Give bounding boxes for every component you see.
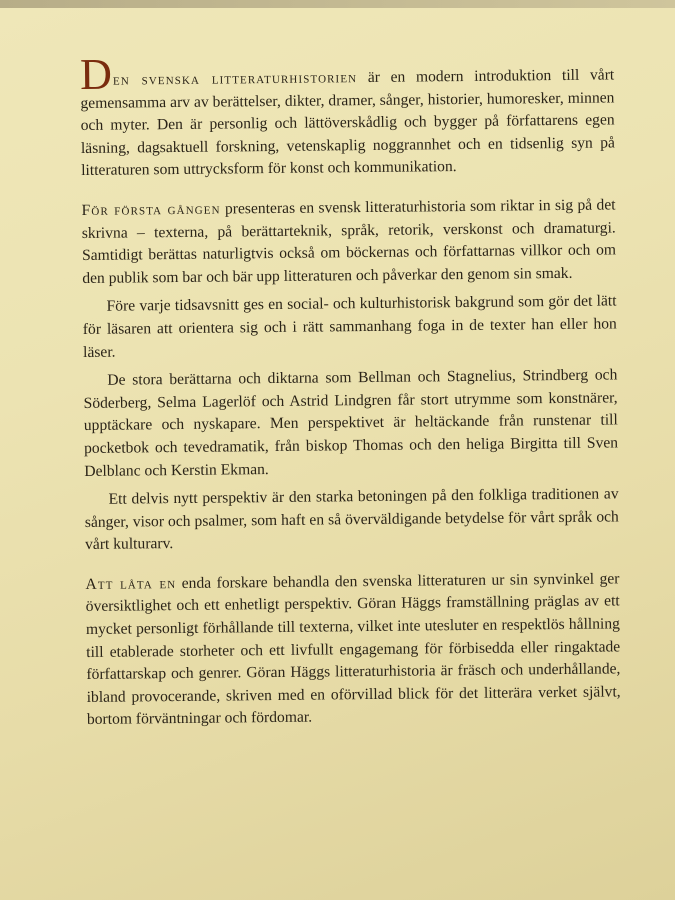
paragraph-background: Före varje tidsavsnitt ges en social- och kulturhistorisk bakgrund som gör det lätt för läsaren att orientera sig och i rätt sammanhang foga in de texter han eller hon läser. — [82, 292, 617, 361]
intro-paragraph — [79, 49, 615, 183]
section3-paragraph — [85, 568, 621, 732]
intro-smallcaps: en svenska litteraturhistorien — [112, 69, 358, 89]
intro-body: är en modern introduktion till vårt gemensamma arv av berättelser, dikter, dramer, sånger, historier, humoresker, minnen och myter. Den är personlig och lättöverskådlig och bygger på författarens egen läsning, dagsaktuell forskning, vetenskaplig noggrannhet och en tidsenlig syn på litteraturen som uttrycksform för konst och kommunikation. — [80, 66, 615, 180]
drop-cap-letter: D — [79, 49, 113, 99]
section3-smallcaps: Att låta en — [85, 574, 177, 593]
blurb-text — [79, 49, 621, 732]
paragraph-tradition: Ett delvis nytt perspektiv är den starka betoningen på den folkliga traditionen av sånger, visor och psalmer, som haft en så överväldigande betydelse för vårt språk och vårt kulturarv. — [84, 485, 619, 554]
section2-body: presenteras en svensk litteraturhistoria som riktar in sig på det skrivna – texterna, på berättarteknik, språk, retorik, verskonst och dramaturgi. Samtidigt berättas naturligtvis också om böckernas och författarnas villkor och om den publik som bar och bär upp litteraturen och påverkar den genom sin smak. — [81, 196, 617, 287]
section3-body: enda forskare behandla den svenska litteraturen ur sin synvinkel ger översiktlighet och ett enhetligt perspektiv. Göran Häggs framställning präglas av ett mycket personligt förhållande till texterna, vilket inte utesluter en respektlös hållning till etablerade storheter och ett livfullt engagemang för förbisedda eller ringaktade författarskap och genrer. Göran Häggs litteraturhistoria är fräsch och underhållande, ibland provocerande, skriven med en oförvillad blick för det litterära verket självt, bortom förväntningar och fördomar. — [85, 570, 621, 729]
cover-top-edge — [0, 0, 675, 8]
section2-smallcaps: För första gången — [81, 200, 221, 219]
paragraph-authors: De stora berättarna och diktarna som Bellman och Stagnelius, Strindberg och Söderberg, Selma Lagerlöf och Astrid Lindgren får stort utrymme som konstnärer, upptäckare och nyskapare. Men perspektivet är heltäckande från runstenar till pocketbok och tevedramatik, från biskop Thomas och den heliga Birgitta till Sven Delblanc och Kerstin Ekman. — [83, 366, 619, 480]
section2-paragraph — [81, 194, 616, 290]
